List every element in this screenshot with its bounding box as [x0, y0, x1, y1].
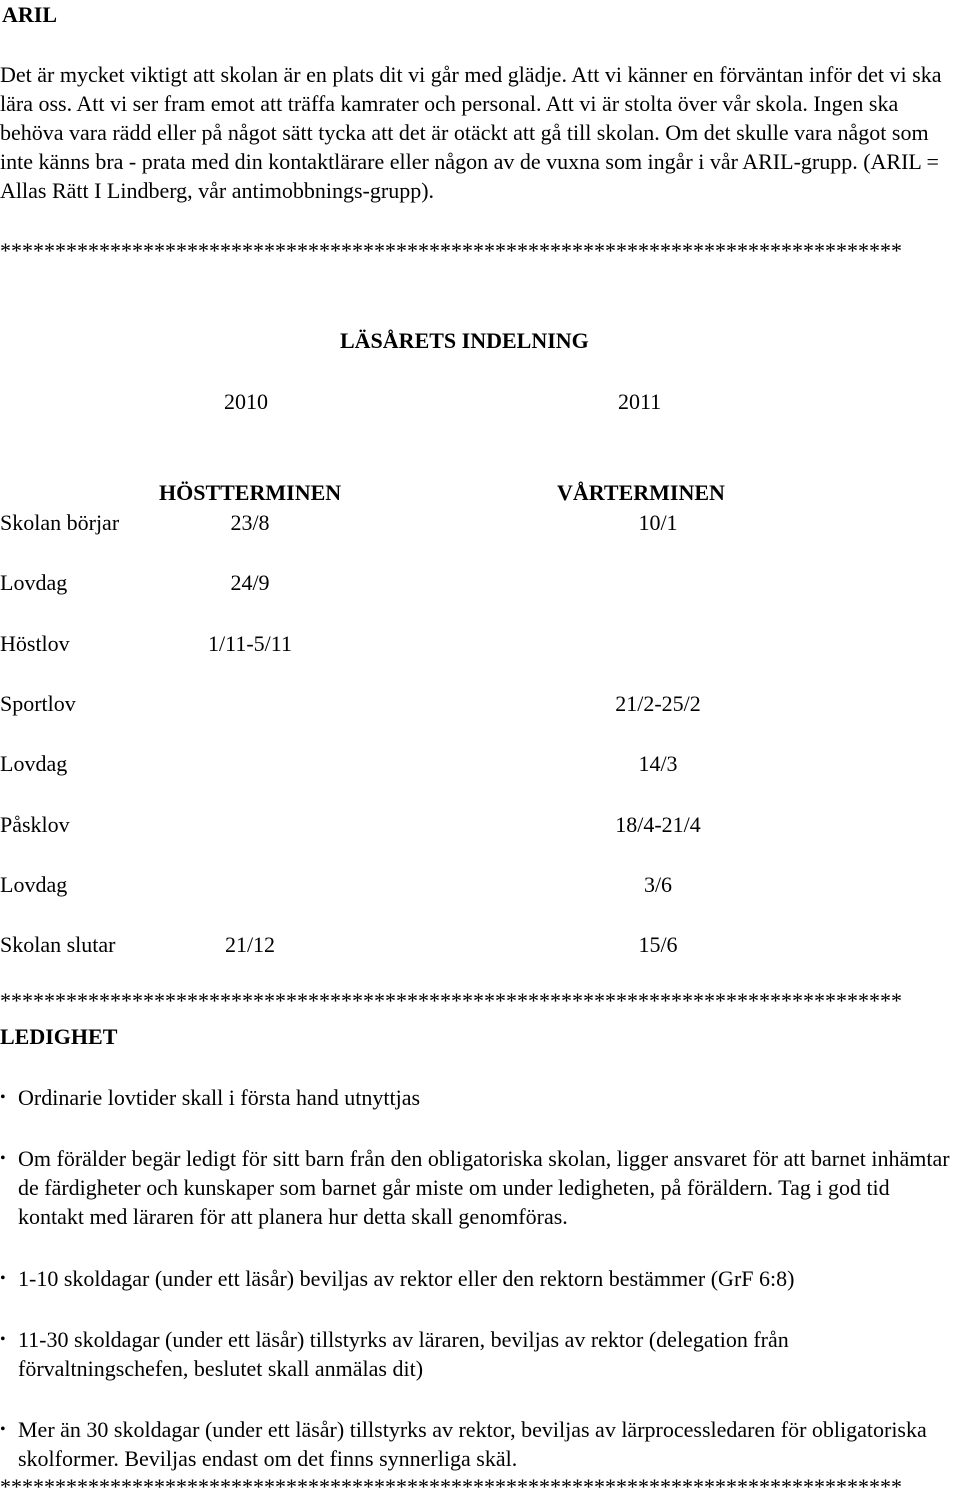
list-item — [0, 1264, 958, 1293]
schedule-cell-ht: 23/8 — [230, 510, 270, 535]
schedule-row-label: Höstlov — [0, 631, 70, 656]
list-item-text: 1-10 skoldagar (under ett läsår) beviljas av rektor eller den rektorn bestämmer (GrF 6:8) — [18, 1266, 795, 1291]
bullet-icon: • — [0, 1270, 6, 1287]
schedule-row-label: Lovdag — [0, 872, 68, 897]
list-item-text: 11-30 skoldagar (under ett läsår) tillstyrks av läraren, beviljas av rektor (delegation från förvaltningschefen, beslutet skall anmälas dit) — [18, 1327, 789, 1381]
separator-line: ********************************************************************************** — [0, 238, 902, 263]
list-item — [0, 1415, 958, 1473]
schedule-title: LÄSÅRETS INDELNING — [340, 328, 589, 353]
schedule-cell-vt: 14/3 — [638, 751, 678, 776]
list-item-text: Ordinarie lovtider skall i första hand utnyttjas — [18, 1085, 421, 1110]
schedule-cell-ht: 1/11-5/11 — [208, 631, 292, 656]
ledighet-heading: LEDIGHET — [0, 1024, 118, 1049]
schedule-row-label: Skolan slutar — [0, 932, 116, 957]
column-header-varterminen: VÅRTERMINEN — [557, 480, 725, 505]
schedule-cell-vt: 10/1 — [638, 510, 678, 535]
schedule-cell-vt: 18/4-21/4 — [615, 812, 701, 837]
column-header-hostterminen: HÖSTTERMINEN — [159, 480, 342, 505]
schedule-cell-vt: 21/2-25/2 — [615, 691, 701, 716]
schedule-row-label: Lovdag — [0, 751, 68, 776]
list-item-text: Om förälder begär ledigt för sitt barn från den obligatoriska skolan, ligger ansvaret för att barnet inhämtar de färdigheter och kunskaper som barnet går miste om under ledigheten, på föräldern. Tag i god tid kontakt med läraren för att planera hur detta skall genomföras. — [18, 1146, 950, 1229]
list-item — [0, 1083, 958, 1112]
year-spring: 2011 — [618, 389, 662, 414]
schedule-cell-ht: 24/9 — [230, 570, 270, 595]
schedule-row-label: Skolan börjar — [0, 510, 120, 535]
schedule-row-label: Påsklov — [0, 812, 70, 837]
schedule-row-label: Sportlov — [0, 691, 76, 716]
list-item-text: Mer än 30 skoldagar (under ett läsår) tillstyrks av rektor, beviljas av lärprocessledaren för obligatoriska skolformer. Beviljas endast om det finns synnerliga skäl. — [18, 1417, 927, 1471]
schedule-cell-vt: 3/6 — [643, 872, 673, 897]
aril-intro-paragraph: Det är mycket viktigt att skolan är en plats dit vi går med glädje. Att vi känner en förväntan inför det vi ska lära oss. Att vi ser fram emot att träffa kamrater och personal. Att vi är stolta över vår skola. Ingen ska behöva vara rädd eller på något sätt tycka att det är otäckt att gå till skolan. Om det skulle vara något som inte känns bra - prata med din kontaktlärare eller någon av de vuxna som ingår i vår ARIL-grupp. (ARIL = Allas Rätt I Lindberg, vår antimobbnings-grupp). — [0, 62, 942, 203]
year-autumn: 2010 — [224, 389, 268, 414]
separator-line: ********************************************************************************** — [0, 1474, 902, 1499]
schedule-row-label: Lovdag — [0, 570, 68, 595]
bullet-icon: • — [0, 1331, 6, 1348]
schedule-cell-vt: 15/6 — [638, 932, 678, 957]
aril-heading: ARIL — [2, 2, 58, 27]
list-item — [0, 1325, 958, 1383]
schedule-cell-ht: 21/12 — [224, 932, 276, 957]
bullet-icon: • — [0, 1421, 6, 1438]
list-item — [0, 1144, 958, 1231]
separator-line: ********************************************************************************** — [0, 988, 902, 1013]
bullet-icon: • — [0, 1150, 6, 1167]
bullet-icon: • — [0, 1089, 6, 1106]
